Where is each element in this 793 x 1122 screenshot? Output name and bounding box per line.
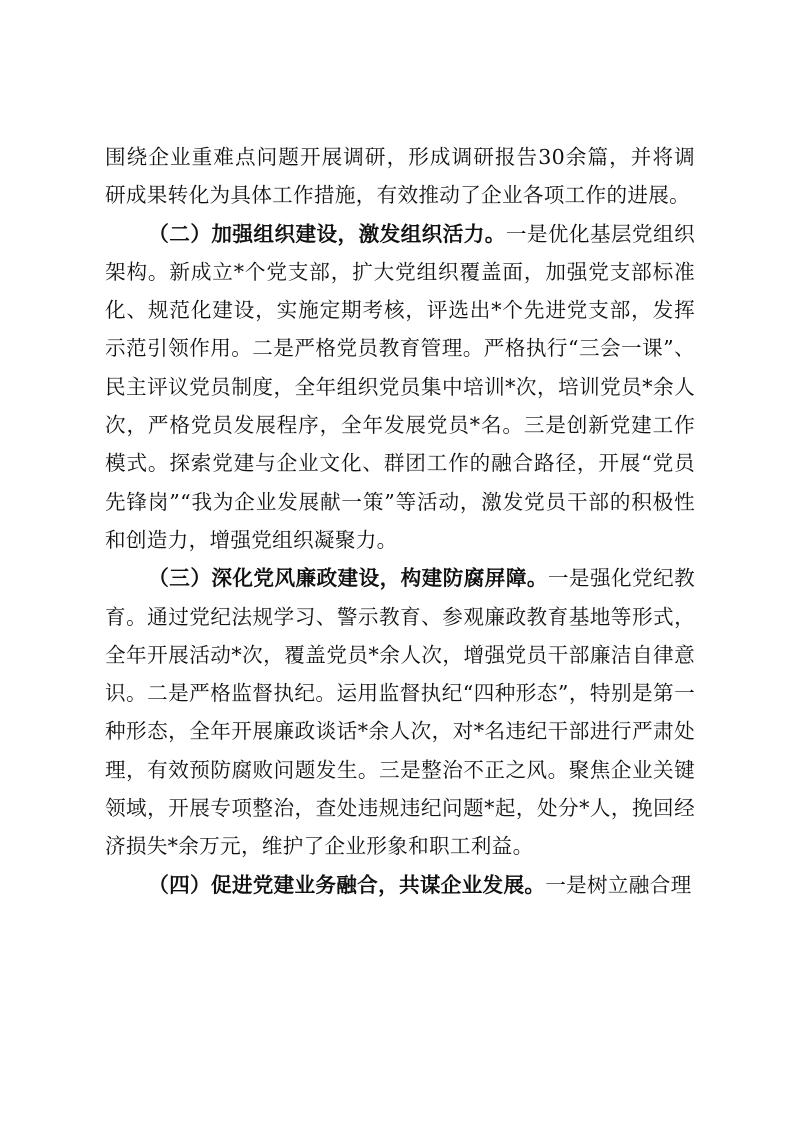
paragraph-text: 一是优化基层党组织架构。新成立*个党支部，扩大党组织覆盖面，加强党支部标准化、规范化建设，实施定期考核，评选出*个先进党支部，发挥示范引领作用。二是严格党员教育管理。严格执行“三会一课”、民主评议党员制度，全年组织党员集中培训*次，培训党员*余人次，严格党员发展程序，全年发展党员*名。三是创新党建工作模式。探索党建与企业文化、群团工作的融合路径，开展“党员先锋岗”“我为企业发展献一策”等活动，激发党员干部的积极性和创造力，增强党组织凝聚力。 <box>105 221 695 552</box>
paragraph-organization-building <box>105 215 695 560</box>
section-heading-4: （四）促进党建业务融合，共谋企业发展。 <box>148 872 546 897</box>
paragraph-text: 一是树立融合理 <box>545 872 692 897</box>
paragraph-text: 围绕企业重难点问题开展调研，形成调研报告30余篇，并将调研成果转化为具体工作措施，有效推动了企业各项工作的进展。 <box>105 145 695 208</box>
paragraph-business-integration <box>105 866 695 904</box>
section-heading-3: （三）深化党风廉政建设，构建防腐屏障。 <box>148 566 548 591</box>
document-body <box>105 138 695 904</box>
section-heading-2: （二）加强组织建设，激发组织活力。 <box>148 221 506 246</box>
paragraph-clean-governance <box>105 559 695 865</box>
paragraph-research-results <box>105 138 695 215</box>
paragraph-text: 一是强化党纪教育。通过党纪法规学习、警示教育、参观廉政教育基地等形式，全年开展活动*次，覆盖党员*余人次，增强党员干部廉洁自律意识。二是严格监督执纪。运用监督执纪“四种形态”，特别是第一种形态，全年开展廉政谈话*余人次，对*名违纪干部进行严肃处理，有效预防腐败问题发生。三是整治不正之风。聚焦企业关键领域，开展专项整治，查处违规违纪问题*起，处分*人，挽回经济损失*余万元，维护了企业形象和职工利益。 <box>105 566 695 859</box>
